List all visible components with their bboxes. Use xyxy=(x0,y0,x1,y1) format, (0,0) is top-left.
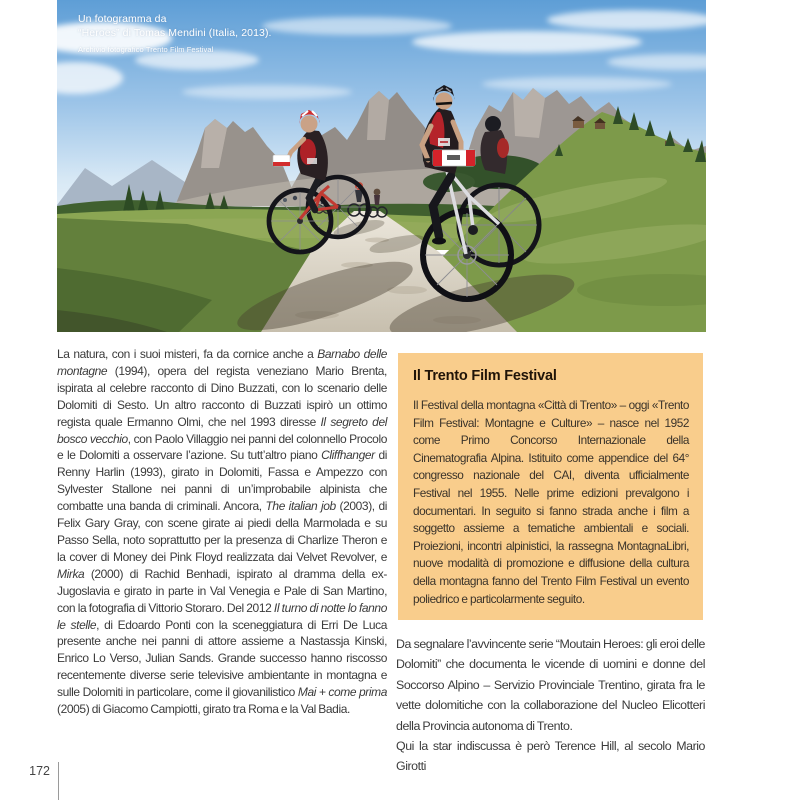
caption-credit: Archivio fotografico Trento Film Festival xyxy=(78,45,214,54)
article-paragraph: La natura, con i suoi misteri, fa da cornice anche a Barnabo delle montagne (1994), opera del regista veneziano Mario Brenta, ispirata al celebre racconto di Dino Buzzati, con lo scenario delle Dolomiti di Sesto. Un altro racconto di Buzzati ispirò un ottimo regista quale Ermanno Olmi, che nel 1993 diresse Il segreto del bosco vecchio, con Paolo Villaggio nei panni del colonnello Procolo e le Dolomiti a osservare l’azione. Su tutt’altro piano Cliffhanger di Renny Harlin (1993), girato in Dolomiti, Fassa e Ampezzo con Sylvester Stallone nei panni di un’improbabile alpinista che combatte una banda di criminali. Ancora, The italian job (2003), di Felix Gary Gray, con scene girate ai piedi della Marmolada e su Passo Sella, noto soprattutto per la presenza di Charlize Theron e la cover di Money dei Pink Floyd realizzata dai Velvet Revolver, e Mirka (2000) di Rachid Benhadi, ispirato al dramma della ex-Jugoslavia e girato in parte in Val Venegia e Pale di San Martino, con la fotografia di Vittorio Storaro. Del 2012 Il turno di notte lo fanno le stelle, di Edoardo Ponti con la sceneggiatura di Erri De Luca presente anche nei panni di attore assieme a Nastassja Kinski, Enrico Lo Verso, Julian Sands. Grande successo hanno riscosso recentemente diverse serie televisive ambientante in montagna e sulle Dolomiti in particolare, come il giovanilistico Mai + come prima (2005) di Giacomo Campiotti, girato tra Roma e la Val Badia. xyxy=(57,347,387,717)
page-number: 172 xyxy=(29,764,50,778)
right-paragraph-1: Da segnalare l’avvincente serie “Moutain Heroes: gli eroi delle Dolomiti” che documenta le vicende di uomini e donne del Soccorso Alpino – Servizio Provinciale Trentino, girata fra le vette dolomitiche con la collaborazione del Nucleo Elicotteri della Provincia autonoma di Trento. xyxy=(396,637,705,733)
article-right-column xyxy=(396,634,705,777)
photo xyxy=(57,0,706,332)
sidebar-title: Il Trento Film Festival xyxy=(413,368,557,384)
caption-line-1: Un fotogramma da xyxy=(78,13,167,25)
article-left-column xyxy=(57,346,387,718)
photo-caption xyxy=(78,13,272,54)
caption-line-2: “Heroes” di Tomas Mendini (Italia, 2013). xyxy=(78,26,272,39)
right-paragraph-2: Qui la star indiscussa è però Terence Hill, al secolo Mario Girotti xyxy=(396,739,705,774)
sidebar-box xyxy=(398,353,703,620)
footer-divider xyxy=(58,762,59,800)
sidebar-body: Il Festival della montagna «Città di Trento» – oggi «Trento Film Festival: Montagne e Culture» – nasce nel 1952 come Primo Concorso Internazionale della Cinematografia Alpina. Istituito come appendice del 64° congresso nazionale del CAI, diventa ufficialmente Festival nel 1955. Nelle prime edizioni prevalgono i documentari. In seguito si fanno strada anche i film a soggetto assieme a tematiche ambientali e sociali. Proiezioni, incontri alpinistici, la rassegna MontagnaLibri, nuove modalità di promozione e diffusione della cultura della montagna fanno del Trento Film Festival un evento poliedrico e particolarmente seguito. xyxy=(413,398,689,606)
